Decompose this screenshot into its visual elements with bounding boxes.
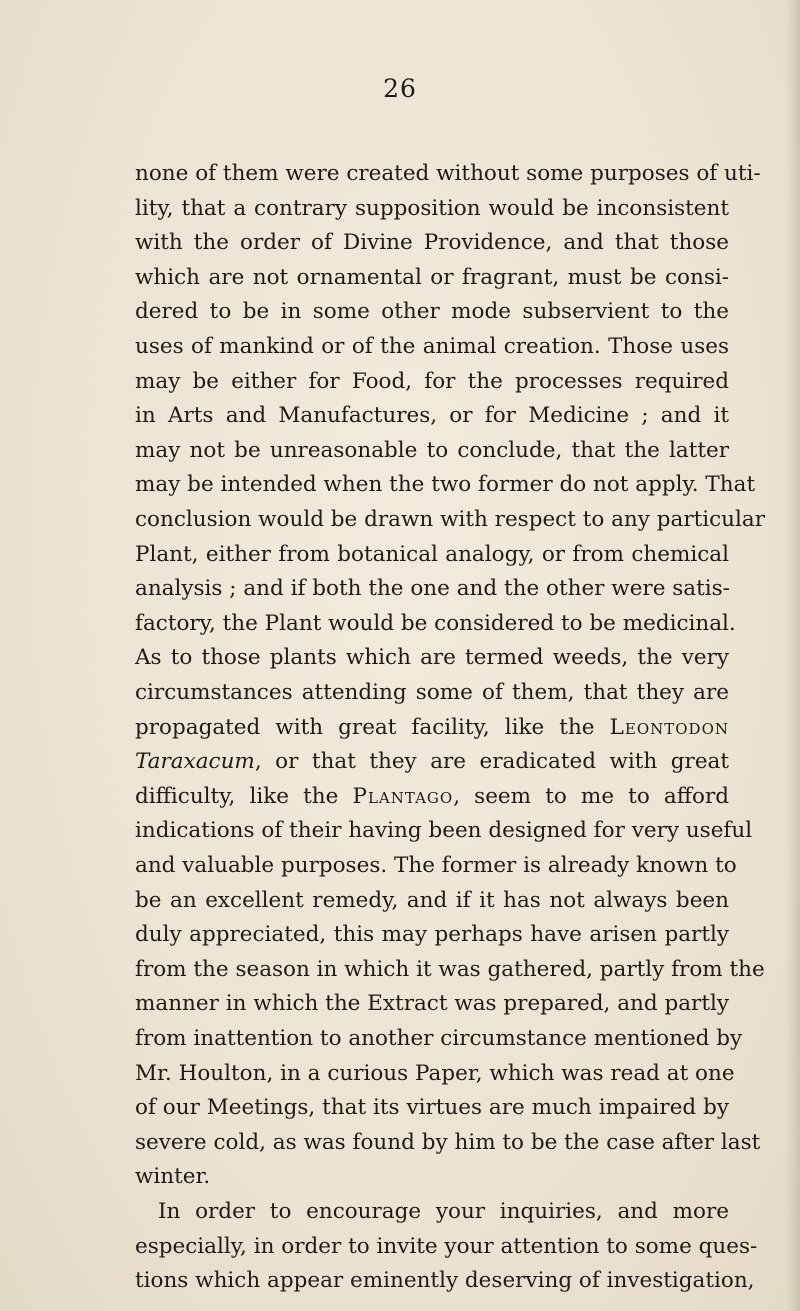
- text-line: difficulty, like the Plantago, seem to me to afford: [135, 783, 729, 809]
- text-line: of our Meetings, that its virtues are much impaired by: [135, 1095, 729, 1121]
- text-line: dered to be in some other mode subservient to the: [135, 299, 729, 325]
- text-line: tions which appear eminently deserving of investigation,: [135, 1268, 755, 1294]
- text-line: propagated with great facility, like the Leontodon: [135, 714, 729, 740]
- text-line: Taraxacum, or that they are eradicated with great: [135, 749, 729, 775]
- text-line: may be either for Food, for the processes required: [135, 368, 729, 394]
- text-line: Mr. Houlton, in a curious Paper, which was read at one: [135, 1060, 735, 1086]
- text-line: indications of their having been designed for very useful: [135, 818, 753, 844]
- text-line: analysis ; and if both the one and the other were satis-: [135, 576, 730, 602]
- text-line: from the season in which it was gathered, partly from the: [135, 956, 765, 982]
- page-number: 26: [383, 74, 417, 103]
- text-line: lity, that a contrary supposition would be inconsistent: [135, 195, 729, 221]
- text-line: uses of mankind or of the animal creation. Those uses: [135, 334, 729, 359]
- text-line: conclusion would be drawn with respect to any particular: [135, 507, 765, 532]
- text-line: factory, the Plant would be considered to be medicinal.: [135, 610, 736, 636]
- text-line: duly appreciated, this may perhaps have arisen partly: [135, 922, 729, 948]
- text-line: manner in which the Extract was prepared, and partly: [135, 991, 729, 1017]
- text-line: with the order of Divine Providence, and that those: [135, 230, 729, 256]
- text-line: be an excellent remedy, and if it has not always been: [135, 887, 729, 913]
- text-line: none of them were created without some purposes of uti-: [135, 161, 761, 186]
- text-line: circumstances attending some of them, that they are: [135, 680, 729, 705]
- genus-name: Plantago: [352, 783, 454, 809]
- text-line: As to those plants which are termed weeds, the very: [135, 645, 729, 671]
- text-line: may be intended when the two former do not apply. That: [135, 472, 756, 498]
- species-name: Taraxacum: [135, 749, 255, 775]
- page-edge-shadow: [786, 0, 800, 1311]
- text-line: In order to encourage your inquiries, and more: [158, 1199, 729, 1224]
- text-line: may not be unreasonable to conclude, that the latter: [135, 437, 729, 463]
- text-line: especially, in order to invite your attention to some ques-: [135, 1233, 758, 1259]
- genus-name: Leontodon: [609, 714, 729, 740]
- text-line: Plant, either from botanical analogy, or from chemical: [135, 541, 729, 567]
- text-line: severe cold, as was found by him to be the case after last: [135, 1129, 761, 1155]
- text-line: from inattention to another circumstance mentioned by: [135, 1026, 743, 1051]
- text-line: winter.: [135, 1164, 211, 1190]
- text-line: which are not ornamental or fragrant, must be consi-: [135, 264, 729, 290]
- text-line: in Arts and Manufactures, or for Medicine ; and it: [135, 403, 729, 429]
- text-line: and valuable purposes. The former is already known to: [135, 853, 737, 878]
